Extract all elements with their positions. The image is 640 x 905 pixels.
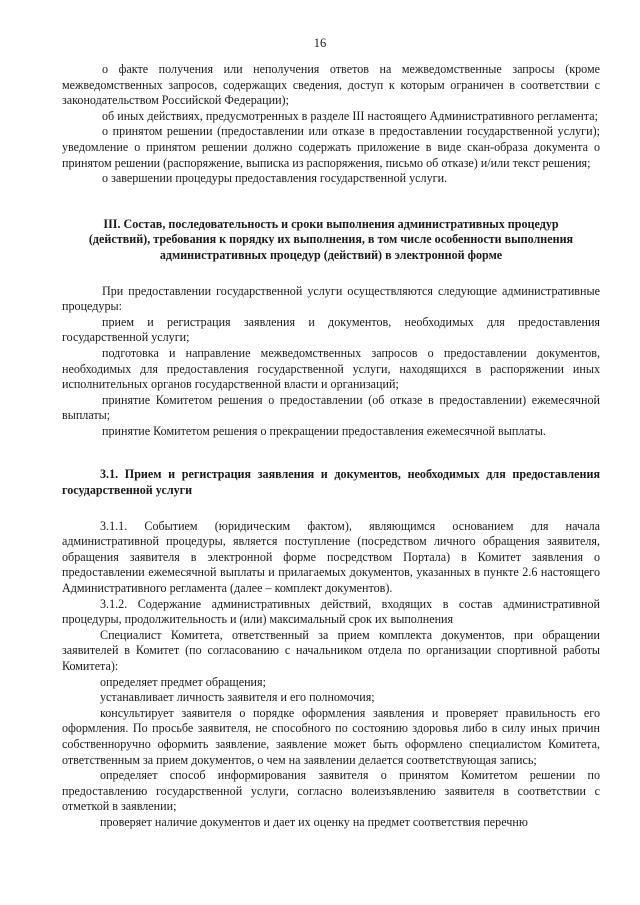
section-3-paragraph: принятие Комитетом решения о предоставлении (об отказе в предоставлении) ежемесячной выплаты; [62, 392, 600, 423]
section-3-paragraph: принятие Комитетом решения о прекращении предоставления ежемесячной выплаты. [102, 423, 546, 438]
subsection-3-1-paragraph: определяет предмет обращения; [100, 674, 266, 689]
intro-paragraph: о завершении процедуры предоставления государственной услуги. [102, 171, 448, 186]
subsection-3-1-heading: 3.1. Прием и регистрация заявления и документов, необходимых для предоставления государственной услуги [62, 467, 600, 498]
subsection-3-1-paragraph: консультирует заявителя о порядке оформления заявления и проверяет правильность его оформления. По просьбе заявителя, не способного по состоянию здоровья либо в силу иных причин собственноручно оформить заявление, заявление может быть оформлено специалистом Комитета, ответственным за прием документов, о чем на заявлении делается соответствующая запись; [62, 705, 600, 767]
intro-paragraph: об иных действиях, предусмотренных в разделе III настоящего Административного регламента; [102, 108, 598, 123]
subsection-3-1-paragraph: определяет способ информирования заявителя о принятом Комитетом решении по предоставлению государственной услуги, согласно волеизъявлению заявителя в соответствии с отметкой в заявлении; [62, 768, 600, 814]
section-3-paragraph: прием и регистрация заявления и документов, необходимых для предоставления государственной услуги; [62, 314, 600, 345]
document-body [62, 62, 600, 831]
subsection-3-1-paragraph: Специалист Комитета, ответственный за прием комплекта документов, при обращении заявителей в Комитет (по согласованию с начальником отдела по организации спортивной работы Комитета): [62, 627, 600, 673]
section-3-paragraph: подготовка и направление межведомственных запросов о предоставлении документов, необходимых для предоставления государственной услуги, находящихся в распоряжении иных исполнительных органов государственной власти и организаций; [62, 345, 600, 392]
subsection-3-1-paragraph: устанавливает личность заявителя и его полномочия; [100, 690, 375, 705]
section-3-heading: III. Состав, последовательность и сроки выполнения административных процедур (действий), требования к порядку их выполнения, в том числе особенности выполнения административных процедур (действий) в электронной форме [88, 216, 574, 262]
intro-paragraph: о факте получения или неполучения ответов на межведомственные запросы (кроме межведомственных запросов, содержащих сведения, доступ к которым ограничен в соответствии с законодательством Российской Федерации); [62, 62, 600, 108]
section-3-paragraph: При предоставлении государственной услуги осуществляются следующие административные процедуры: [62, 283, 600, 314]
intro-paragraph: о принятом решении (предоставлении или отказе в предоставлении государственной услуги); уведомление о принятом решении должно содержать приложение в виде скан-образа документа о принятом решении (распоряжение, выписка из распоряжения, письмо об отказе) и/или текст решения; [62, 124, 600, 170]
subsection-3-1-paragraph: 3.1.2. Содержание административных действий, входящих в состав административной процедуры, продолжительность и (или) максимальный срок их выполнения [62, 596, 600, 627]
page-number: 16 [313, 36, 327, 50]
subsection-3-1-paragraph: 3.1.1. Событием (юридическим фактом), являющимся основанием для начала административной процедуры, является поступление (посредством личного обращения заявителя, обращения заявителя в электронной форме посредством Портала) в Комитет заявления о предоставлении ежемесячной выплаты и прилагаемых документов, указанных в пункте 2.6 настоящего Административного регламента (далее – комплект документов). [62, 518, 600, 596]
subsection-3-1-paragraph: проверяет наличие документов и дает их оценку на предмет соответствия перечню [100, 814, 528, 829]
